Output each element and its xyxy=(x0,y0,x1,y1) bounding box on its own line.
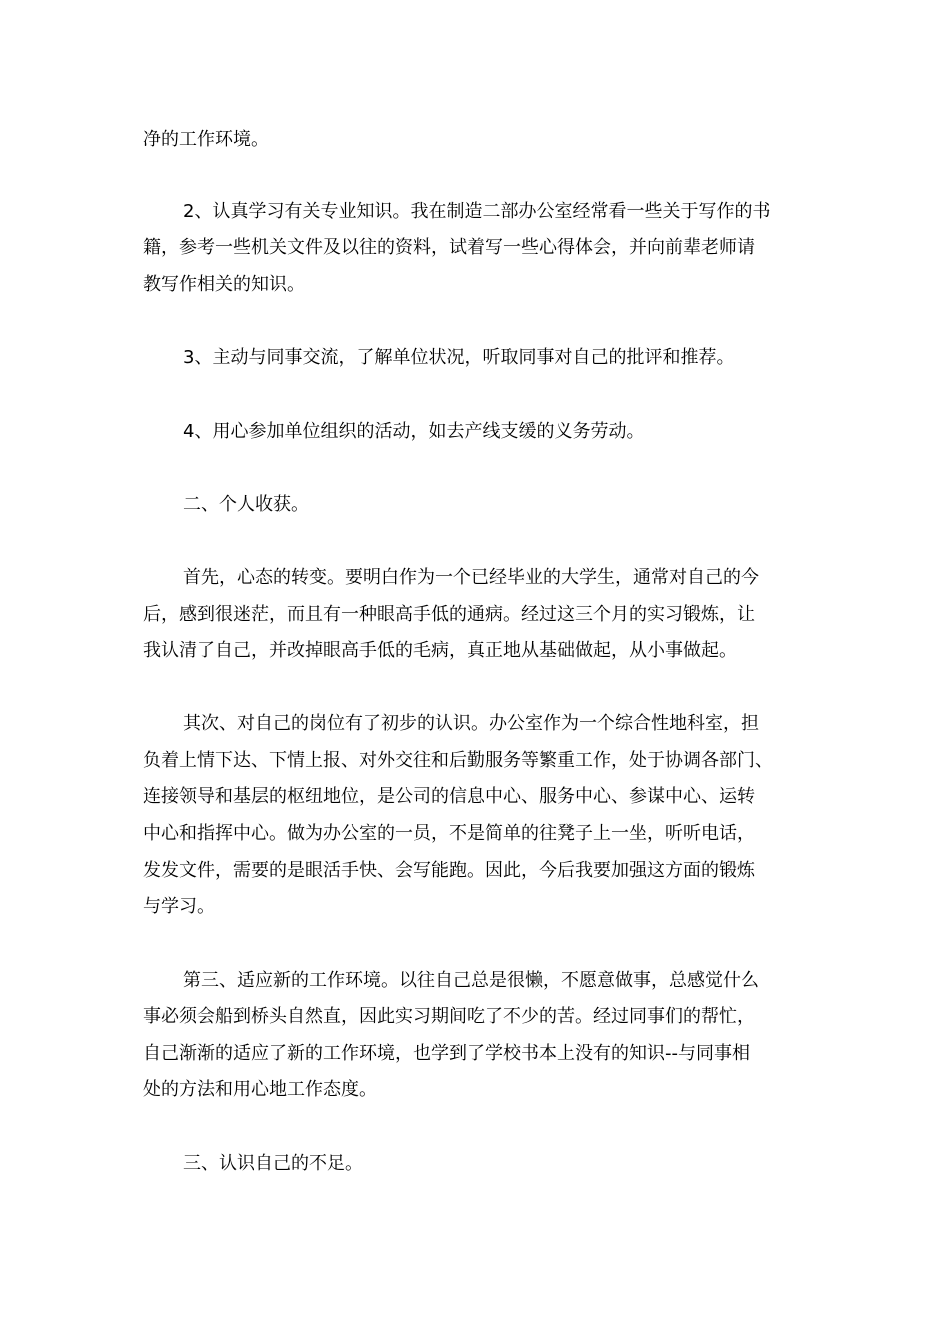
text-line: 教写作相关的知识。 xyxy=(143,274,305,295)
text-line: 4、用心参加单位组织的活动，如去产线支缓的义务劳动。 xyxy=(183,421,645,442)
text-line: 发发文件，需要的是眼活手快、会写能跑。因此，今后我要加强这方面的锻炼 xyxy=(143,860,755,881)
text-line: 我认清了自己，并改掉眼高手低的毛病，真正地从基础做起，从小事做起。 xyxy=(143,640,737,661)
text-line: 与学习。 xyxy=(143,896,215,917)
text-line: 其次、对自己的岗位有了初步的认识。办公室作为一个综合性地科室，担 xyxy=(183,713,759,734)
section-heading: 二、个人收获。 xyxy=(183,494,309,515)
text-line: 第三、适应新的工作环境。以往自己总是很懒，不愿意做事，总感觉什么 xyxy=(183,970,759,991)
text-line: 净的工作环境。 xyxy=(143,129,269,150)
text-line: 籍，参考一些机关文件及以往的资料，试着写一些心得体会，并向前辈老师请 xyxy=(143,237,755,258)
text-line: 首先，心态的转变。要明白作为一个已经毕业的大学生，通常对自己的今 xyxy=(183,567,759,588)
text-line: 后，感到很迷茫，而且有一种眼高手低的通病。经过这三个月的实习锻炼，让 xyxy=(143,604,755,625)
text-line: 连接领导和基层的枢纽地位，是公司的信息中心、服务中心、参谋中心、运转 xyxy=(143,786,755,807)
text-line: 自己渐渐的适应了新的工作环境，也学到了学校书本上没有的知识--与同事相 xyxy=(143,1043,750,1064)
text-line: 中心和指挥中心。做为办公室的一员，不是简单的往凳子上一坐，听听电话， xyxy=(143,823,755,844)
text-line: 事必须会船到桥头自然直，因此实习期间吃了不少的苦。经过同事们的帮忙， xyxy=(143,1006,755,1027)
text-line: 3、主动与同事交流，了解单位状况，听取同事对自己的批评和推荐。 xyxy=(183,347,735,368)
text-line: 2、认真学习有关专业知识。我在制造二部办公室经常看一些关于写作的书 xyxy=(183,201,771,222)
text-line: 处的方法和用心地工作态度。 xyxy=(143,1079,377,1100)
text-line: 负着上情下达、下情上报、对外交往和后勤服务等繁重工作，处于协调各部门、 xyxy=(143,750,773,771)
section-heading: 三、认识自己的不足。 xyxy=(183,1153,363,1174)
